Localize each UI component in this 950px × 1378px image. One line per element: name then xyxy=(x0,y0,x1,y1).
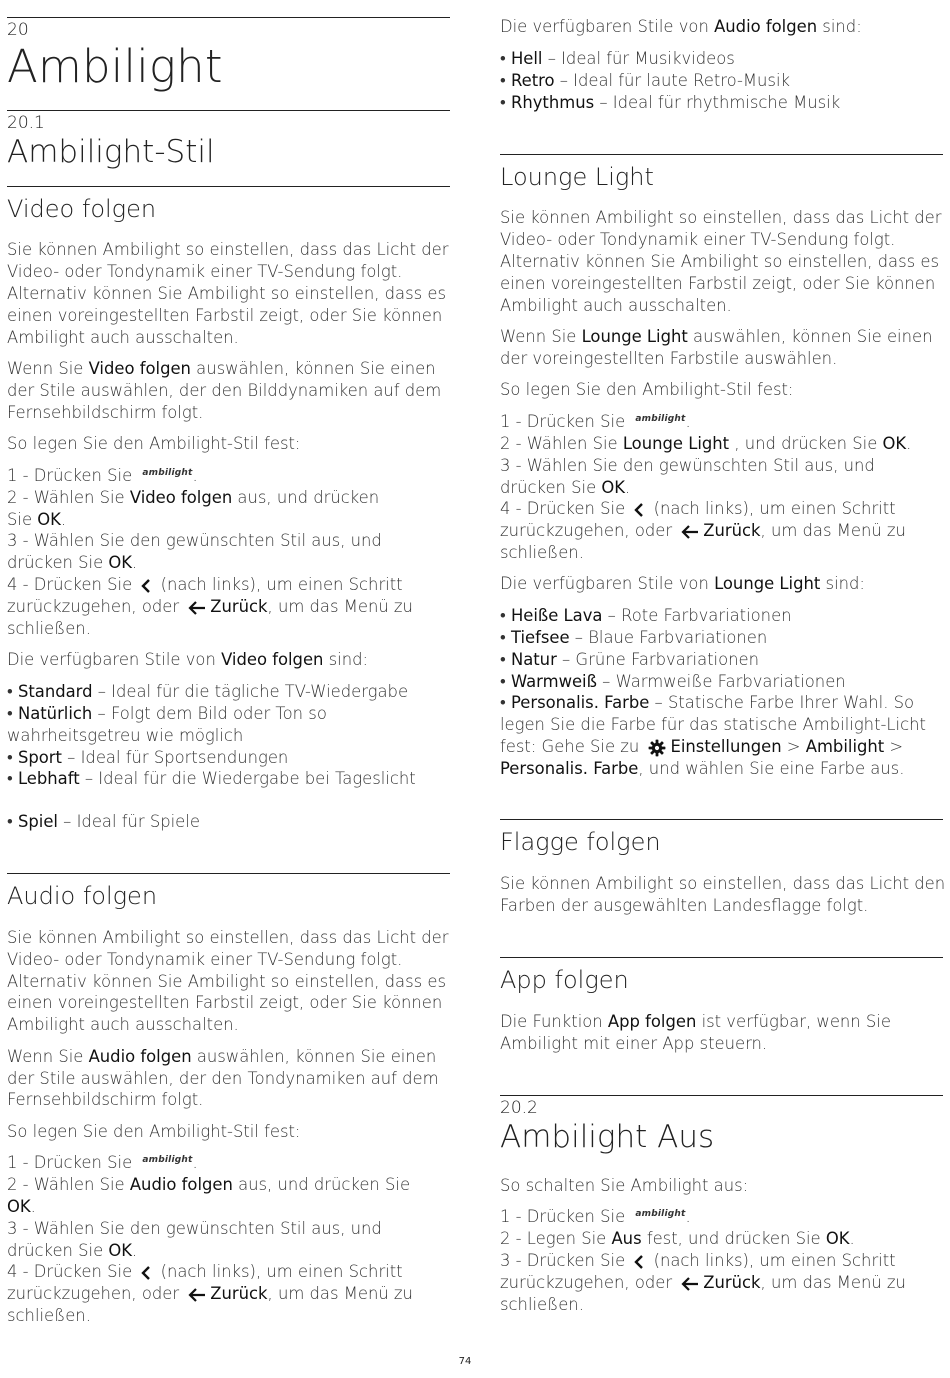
audio-step-4c: schließen. xyxy=(7,1306,91,1325)
video-step-3: 3 - Wählen Sie den gewünschten Stil aus, und xyxy=(7,531,382,550)
lounge-intro-line: Video- oder Tondynamik einer TV-Sendung folgt. xyxy=(500,230,896,249)
video-step-1: 1 - Drücken Sie $^{ambilight}$. xyxy=(7,466,198,485)
audio-intro-line: Alternativ können Sie Ambilight so einstellen, dass es xyxy=(7,972,447,991)
page-number: 74 xyxy=(458,1356,472,1367)
audio-step-4b: zurückzugehen, oder Zurück, um das Menü zu xyxy=(7,1284,413,1303)
audio-choose-line: der Stile auswählen, der den Tondynamiken auf dem xyxy=(7,1069,439,1088)
list-item: • Lebhaft – Ideal für die Wiedergabe bei Tageslicht xyxy=(7,769,416,788)
ambilight-key-label: ambilight xyxy=(635,1209,686,1219)
list-item: • Natur – Grüne Farbvariationen xyxy=(500,650,759,669)
video-intro-line: Video- oder Tondynamik einer TV-Sendung folgt. xyxy=(7,262,403,281)
lounge-step-1: 1 - Drücken Sie $^{ambilight}$. xyxy=(500,412,691,431)
chapter-number: 20 xyxy=(7,20,29,40)
ambilight-key-label: ambilight xyxy=(142,1155,193,1165)
audio-intro-line: Ambilight auch ausschalten. xyxy=(7,1015,239,1034)
video-howto: So legen Sie den Ambilight-Stil fest: xyxy=(7,434,301,453)
section-title: Ambilight Aus xyxy=(500,1119,715,1155)
section-number: 20.2 xyxy=(500,1098,538,1118)
app-line: Die Funktion App folgen ist verfügbar, wenn Sie xyxy=(500,1012,891,1031)
lounge-step-4: 4 - Drücken Sie (nach links), um einen Schritt xyxy=(500,499,896,518)
lounge-intro-line: einen voreingestellten Farbstil zeigt, oder Sie können xyxy=(500,274,936,293)
lounge-intro-line: Sie können Ambilight so einstellen, dass das Licht der xyxy=(500,208,942,227)
video-step-4b: zurückzugehen, oder Zurück, um das Menü zu xyxy=(7,597,413,616)
lounge-heading: Lounge Light xyxy=(500,163,654,191)
chevron-left-icon xyxy=(634,503,644,517)
back-arrow-icon xyxy=(681,1277,699,1291)
audio-choose-line: Wenn Sie Audio folgen auswählen, können Sie einen xyxy=(7,1047,437,1066)
back-arrow-icon xyxy=(188,1288,206,1302)
list-item: • Natürlich – Folgt dem Bild oder Ton so xyxy=(7,704,327,723)
video-step-4: 4 - Drücken Sie (nach links), um einen Schritt xyxy=(7,575,403,594)
audio-howto: So legen Sie den Ambilight-Stil fest: xyxy=(7,1122,301,1141)
personal-color-line: legen Sie die Farbe für das statische Ambilight-Licht xyxy=(500,715,926,734)
personal-color-end: Personalis. Farbe, und wählen Sie eine Farbe aus. xyxy=(500,759,905,778)
section-number: 20.1 xyxy=(7,113,45,133)
flag-line: Farben der ausgewählten Landesflagge folgt. xyxy=(500,896,869,915)
lounge-step-4b: zurückzugehen, oder Zurück, um das Menü zu xyxy=(500,521,906,540)
back-arrow-icon xyxy=(681,525,699,539)
video-step-2b: Sie OK. xyxy=(7,510,67,529)
lounge-step-3b: drücken Sie OK. xyxy=(500,478,631,497)
video-choose-line: der Stile auswählen, der den Bilddynamiken auf dem xyxy=(7,381,442,400)
list-item: • Retro – Ideal für laute Retro-Musik xyxy=(500,71,790,90)
chevron-left-icon xyxy=(141,1266,151,1280)
lounge-choose-line: der voreingestellten Farbstile auswählen. xyxy=(500,349,838,368)
lounge-intro-line: Alternativ können Sie Ambilight so einstellen, dass es xyxy=(500,252,940,271)
video-choose-line: Wenn Sie Video folgen auswählen, können Sie einen xyxy=(7,359,436,378)
video-intro-line: einen voreingestellten Farbstil zeigt, oder Sie können xyxy=(7,306,443,325)
chevron-left-icon xyxy=(634,1255,644,1269)
list-item: • Tiefsee – Blaue Farbvariationen xyxy=(500,628,768,647)
audio-intro-line: Sie können Ambilight so einstellen, dass das Licht der xyxy=(7,928,449,947)
divider xyxy=(7,110,450,111)
off-intro: So schalten Sie Ambilight aus: xyxy=(500,1176,749,1195)
video-step-4c: schließen. xyxy=(7,619,91,638)
list-item: • Personalis. Farbe – Statische Farbe Ihrer Wahl. So xyxy=(500,693,915,712)
divider xyxy=(500,1095,943,1096)
off-step-3: 3 - Drücken Sie (nach links), um einen Schritt xyxy=(500,1251,896,1270)
off-step-2: 2 - Legen Sie Aus fest, und drücken Sie OK. xyxy=(500,1229,855,1248)
ambilight-key-label: ambilight xyxy=(142,468,193,478)
back-arrow-icon xyxy=(188,601,206,615)
chevron-left-icon xyxy=(141,579,151,593)
flag-heading: Flagge folgen xyxy=(500,828,661,856)
video-intro-line: Sie können Ambilight so einstellen, dass das Licht der xyxy=(7,240,449,259)
gear-icon xyxy=(648,739,666,757)
audio-heading: Audio folgen xyxy=(7,882,158,910)
off-step-3b: zurückzugehen, oder Zurück, um das Menü zu xyxy=(500,1273,906,1292)
audio-step-4: 4 - Drücken Sie (nach links), um einen Schritt xyxy=(7,1262,403,1281)
audio-step-2b: OK. xyxy=(7,1197,36,1216)
lounge-howto: So legen Sie den Ambilight-Stil fest: xyxy=(500,380,794,399)
list-item: • Spiel – Ideal für Spiele xyxy=(7,812,200,831)
video-choose-line: Fernsehbildschirm folgt. xyxy=(7,403,204,422)
lounge-styles-intro: Die verfügbaren Stile von Lounge Light sind: xyxy=(500,574,865,593)
list-item: • Heiße Lava – Rote Farbvariationen xyxy=(500,606,792,625)
off-step-3c: schließen. xyxy=(500,1295,584,1314)
lounge-step-3: 3 - Wählen Sie den gewünschten Stil aus, und xyxy=(500,456,875,475)
list-item: • Standard – Ideal für die tägliche TV-Wiedergabe xyxy=(7,682,409,701)
video-heading: Video folgen xyxy=(7,195,157,223)
flag-line: Sie können Ambilight so einstellen, dass das Licht den xyxy=(500,874,946,893)
personal-color-path: fest: Gehe Sie zu Einstellungen > Ambilight > xyxy=(500,737,904,756)
video-step-3b: drücken Sie OK. xyxy=(7,553,138,572)
app-heading: App folgen xyxy=(500,966,629,994)
audio-step-2: 2 - Wählen Sie Audio folgen aus, und drücken Sie xyxy=(7,1175,411,1194)
video-styles-intro: Die verfügbaren Stile von Video folgen sind: xyxy=(7,650,369,669)
lounge-step-2: 2 - Wählen Sie Lounge Light , und drücken Sie OK. xyxy=(500,434,912,453)
divider xyxy=(7,17,450,18)
audio-styles-intro: Die verfügbaren Stile von Audio folgen sind: xyxy=(500,17,862,36)
divider xyxy=(500,957,943,958)
off-step-1: 1 - Drücken Sie $^{ambilight}$. xyxy=(500,1207,691,1226)
ambilight-key-label: ambilight xyxy=(635,414,686,424)
chapter-title: Ambilight xyxy=(7,40,223,93)
list-item: • Rhythmus – Ideal für rhythmische Musik xyxy=(500,93,841,112)
audio-step-3: 3 - Wählen Sie den gewünschten Stil aus, und xyxy=(7,1219,382,1238)
lounge-choose-line: Wenn Sie Lounge Light auswählen, können Sie einen xyxy=(500,327,933,346)
divider xyxy=(7,873,450,874)
video-intro-line: Ambilight auch ausschalten. xyxy=(7,328,239,347)
video-intro-line: Alternativ können Sie Ambilight so einstellen, dass es xyxy=(7,284,447,303)
divider xyxy=(500,154,943,155)
audio-choose-line: Fernsehbildschirm folgt. xyxy=(7,1090,204,1109)
list-item: • Hell – Ideal für Musikvideos xyxy=(500,49,735,68)
lounge-step-4c: schließen. xyxy=(500,543,584,562)
divider xyxy=(500,819,943,820)
divider xyxy=(7,186,450,187)
list-item-continued: wahrheitsgetreu wie möglich xyxy=(7,726,244,745)
audio-intro-line: Video- oder Tondynamik einer TV-Sendung folgt. xyxy=(7,950,403,969)
lounge-intro-line: Ambilight auch ausschalten. xyxy=(500,296,732,315)
video-step-2: 2 - Wählen Sie Video folgen aus, und drücken xyxy=(7,488,380,507)
list-item: • Warmweiß – Warmweiße Farbvariationen xyxy=(500,672,846,691)
app-line: Ambilight mit einer App steuern. xyxy=(500,1034,768,1053)
audio-intro-line: einen voreingestellten Farbstil zeigt, oder Sie können xyxy=(7,993,443,1012)
audio-step-3b: drücken Sie OK. xyxy=(7,1241,138,1260)
audio-step-1: 1 - Drücken Sie $^{ambilight}$. xyxy=(7,1153,198,1172)
section-title: Ambilight-Stil xyxy=(7,134,215,170)
list-item: • Sport – Ideal für Sportsendungen xyxy=(7,748,289,767)
